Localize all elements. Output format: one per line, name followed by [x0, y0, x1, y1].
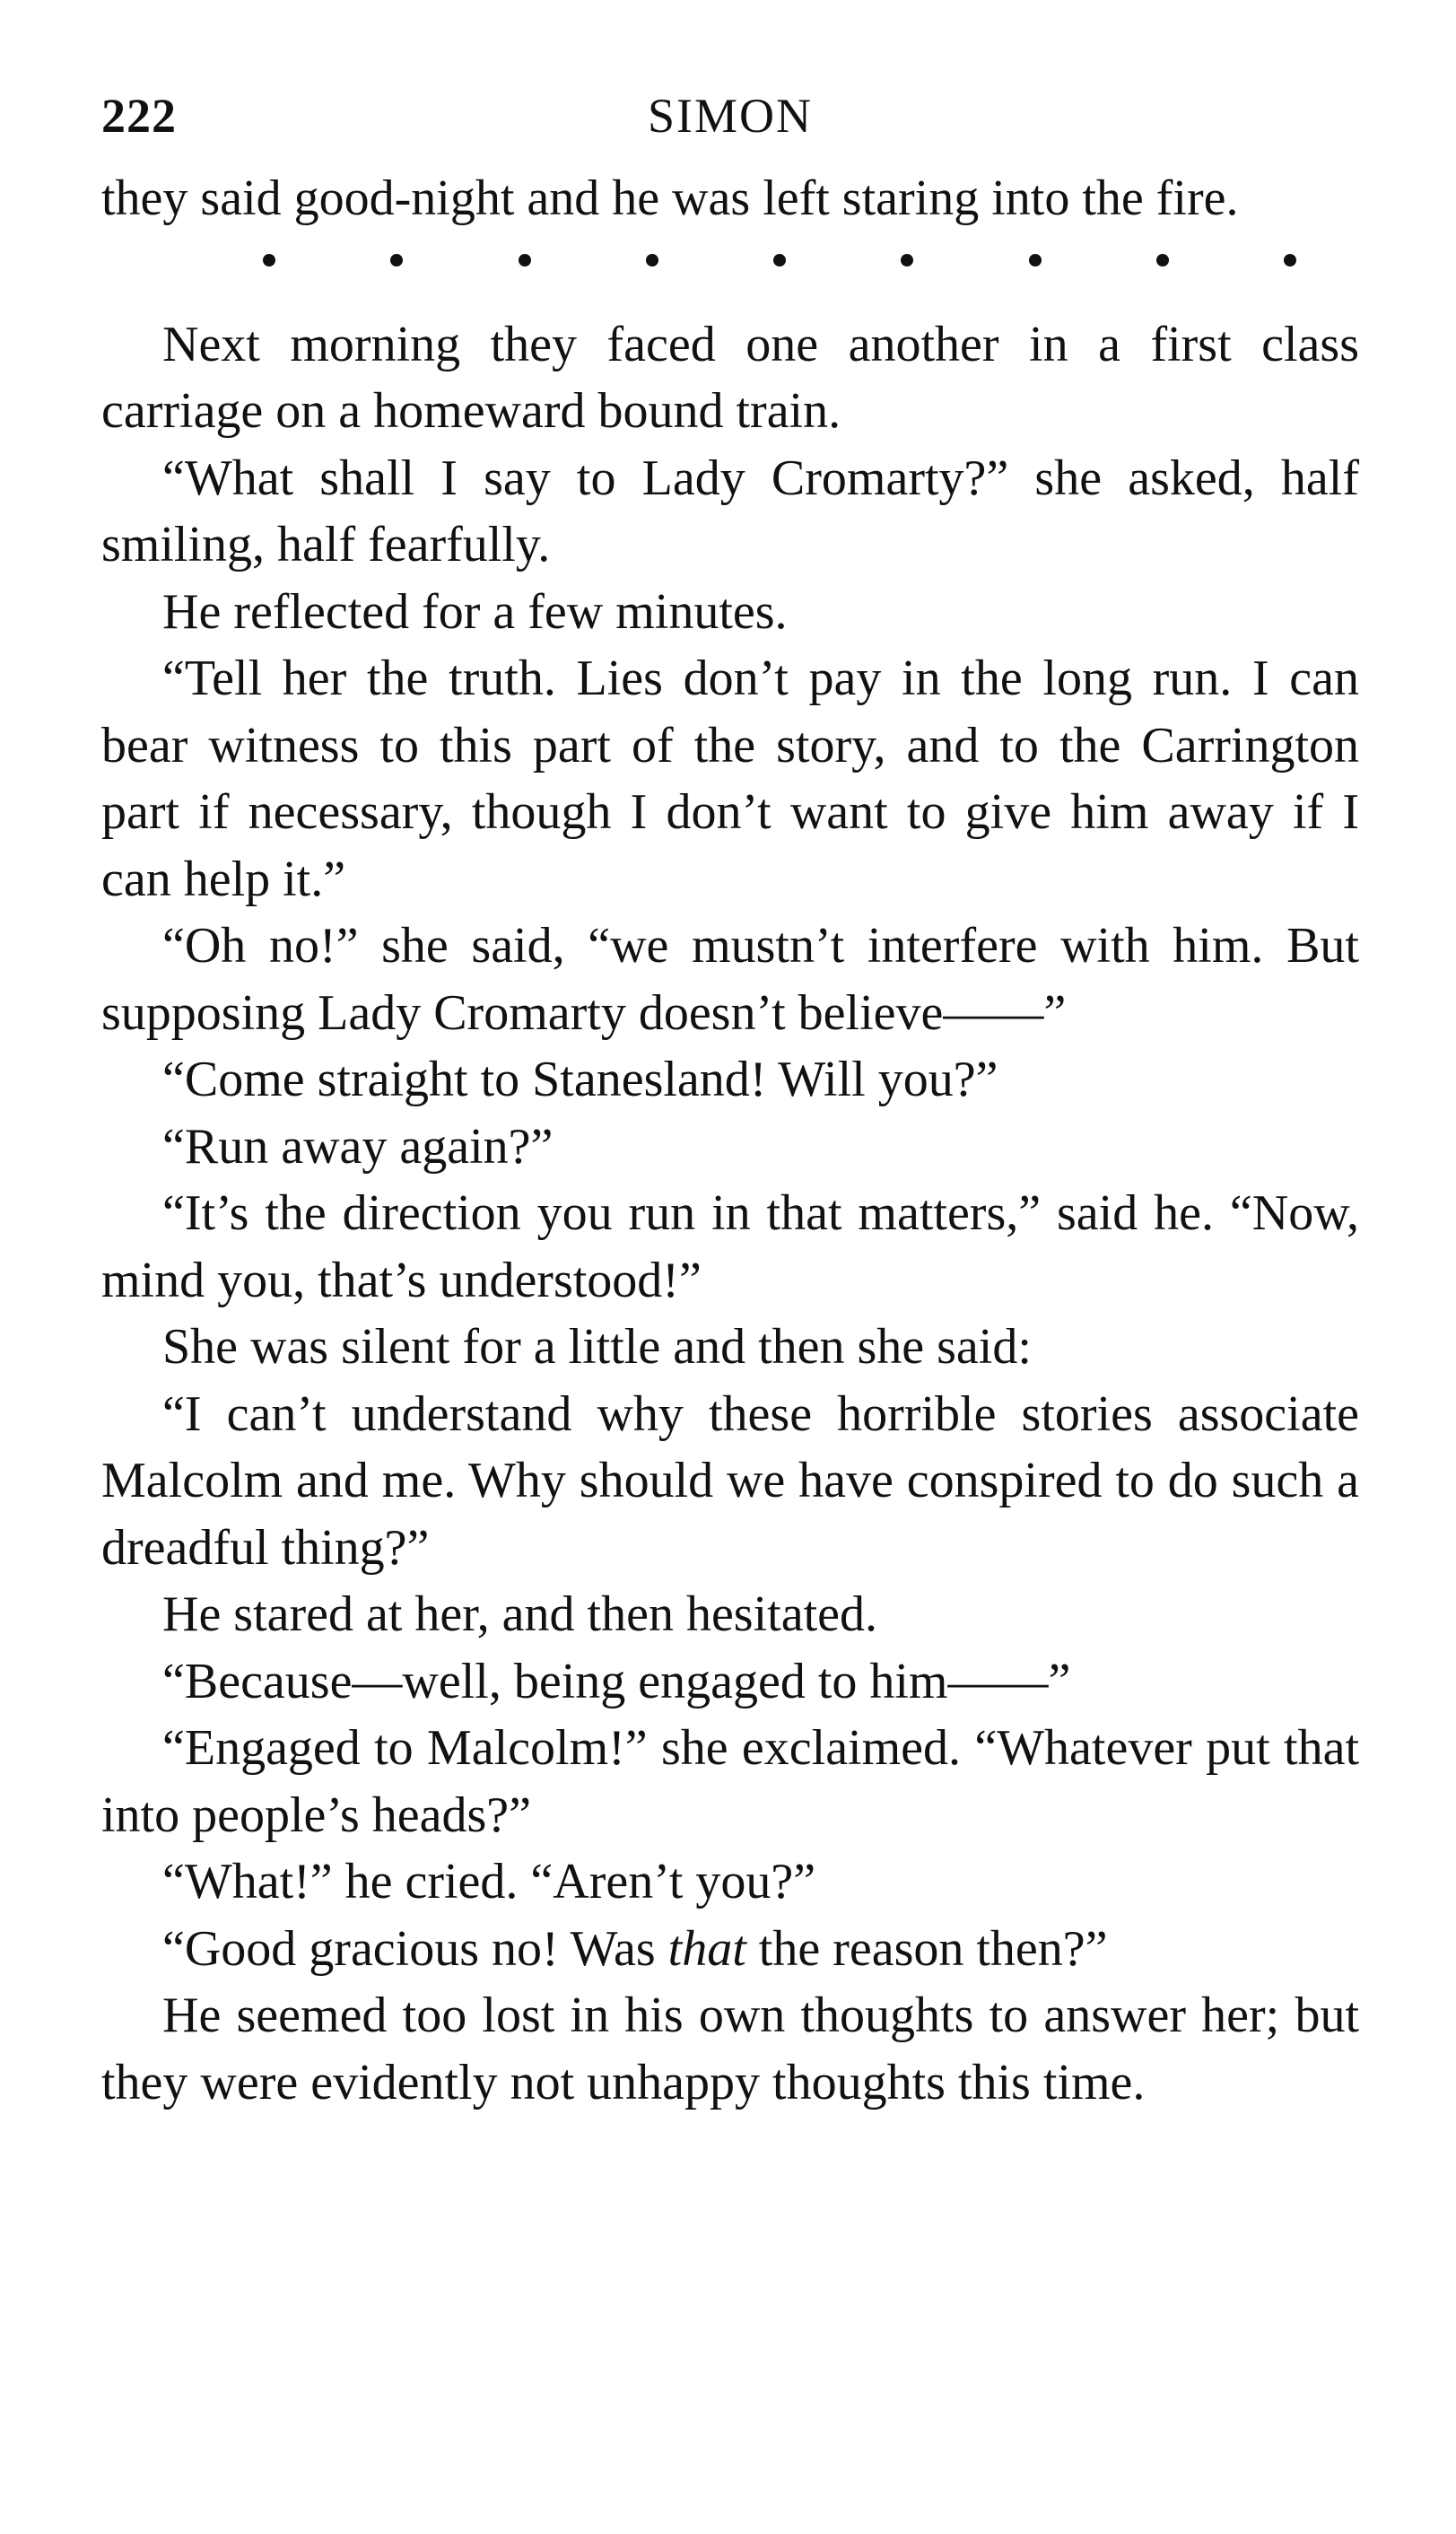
- ornament-dot: [519, 254, 531, 267]
- ornament-dot: [1284, 254, 1296, 267]
- paragraph: “Tell her the truth. Lies don’t pay in the long run. I can bear witness to this part of the story, and to the Carrington part if necessary, though I don’t want to give him away if I can help it.”: [101, 651, 1359, 907]
- ornament-dot: [1156, 254, 1169, 267]
- paragraph: they said good-night and he was left staring into the fire.: [101, 170, 1239, 226]
- text-run: “Good gracious no! Was: [162, 1920, 668, 1977]
- page-number: 222: [101, 89, 177, 143]
- section-break-ornament: [101, 227, 1359, 293]
- paragraph: “Run away again?”: [162, 1118, 554, 1175]
- paragraph: “Because—well, being engaged to him——”: [162, 1653, 1071, 1709]
- paragraph: He reflected for a few minutes.: [162, 583, 788, 640]
- ornament-dot: [901, 254, 913, 267]
- ornament-dot: [1029, 254, 1042, 267]
- paragraph-with-emphasis: [101, 1916, 1359, 1983]
- body-text: [101, 165, 1359, 2116]
- paragraph: She was silent for a little and then she said:: [162, 1319, 1032, 1375]
- paragraph: He seemed too lost in his own thoughts to answer her; but they were evidently not unhappy thoughts this time.: [101, 1988, 1359, 2110]
- emphasized-word: that: [667, 1920, 746, 1977]
- paragraph: Next morning they faced one another in a first class carriage on a homeward bound train.: [101, 316, 1359, 439]
- running-head: [101, 79, 1359, 153]
- ornament-dot: [773, 254, 786, 267]
- paragraph: “What shall I say to Lady Cromarty?” she asked, half smiling, half fearfully.: [101, 450, 1359, 572]
- paragraph: “It’s the direction you run in that matters,” said he. “Now, mind you, that’s understood!”: [101, 1185, 1359, 1308]
- paragraph: “What!” he cried. “Aren’t you?”: [162, 1854, 816, 1909]
- paragraph: “I can’t understand why these horrible stories associate Malcolm and me. Why should we have conspired to do such a dreadful thing?”: [101, 1385, 1359, 1576]
- ornament-dot: [390, 254, 403, 267]
- book-page: [101, 79, 1359, 2116]
- text-run: the reason then?”: [745, 1920, 1108, 1977]
- ornament-dot: [646, 254, 658, 267]
- paragraph: “Come straight to Stanesland! Will you?”: [162, 1052, 998, 1107]
- paragraph: “Oh no!” she said, “we mustn’t interfere with him. But supposing Lady Cromarty doesn’t believe——”: [101, 918, 1359, 1041]
- paragraph: “Engaged to Malcolm!” she exclaimed. “Whatever put that into people’s heads?”: [101, 1720, 1359, 1843]
- running-title: SIMON: [647, 89, 814, 143]
- ornament-dot: [263, 254, 275, 267]
- paragraph: He stared at her, and then hesitated.: [162, 1586, 877, 1642]
